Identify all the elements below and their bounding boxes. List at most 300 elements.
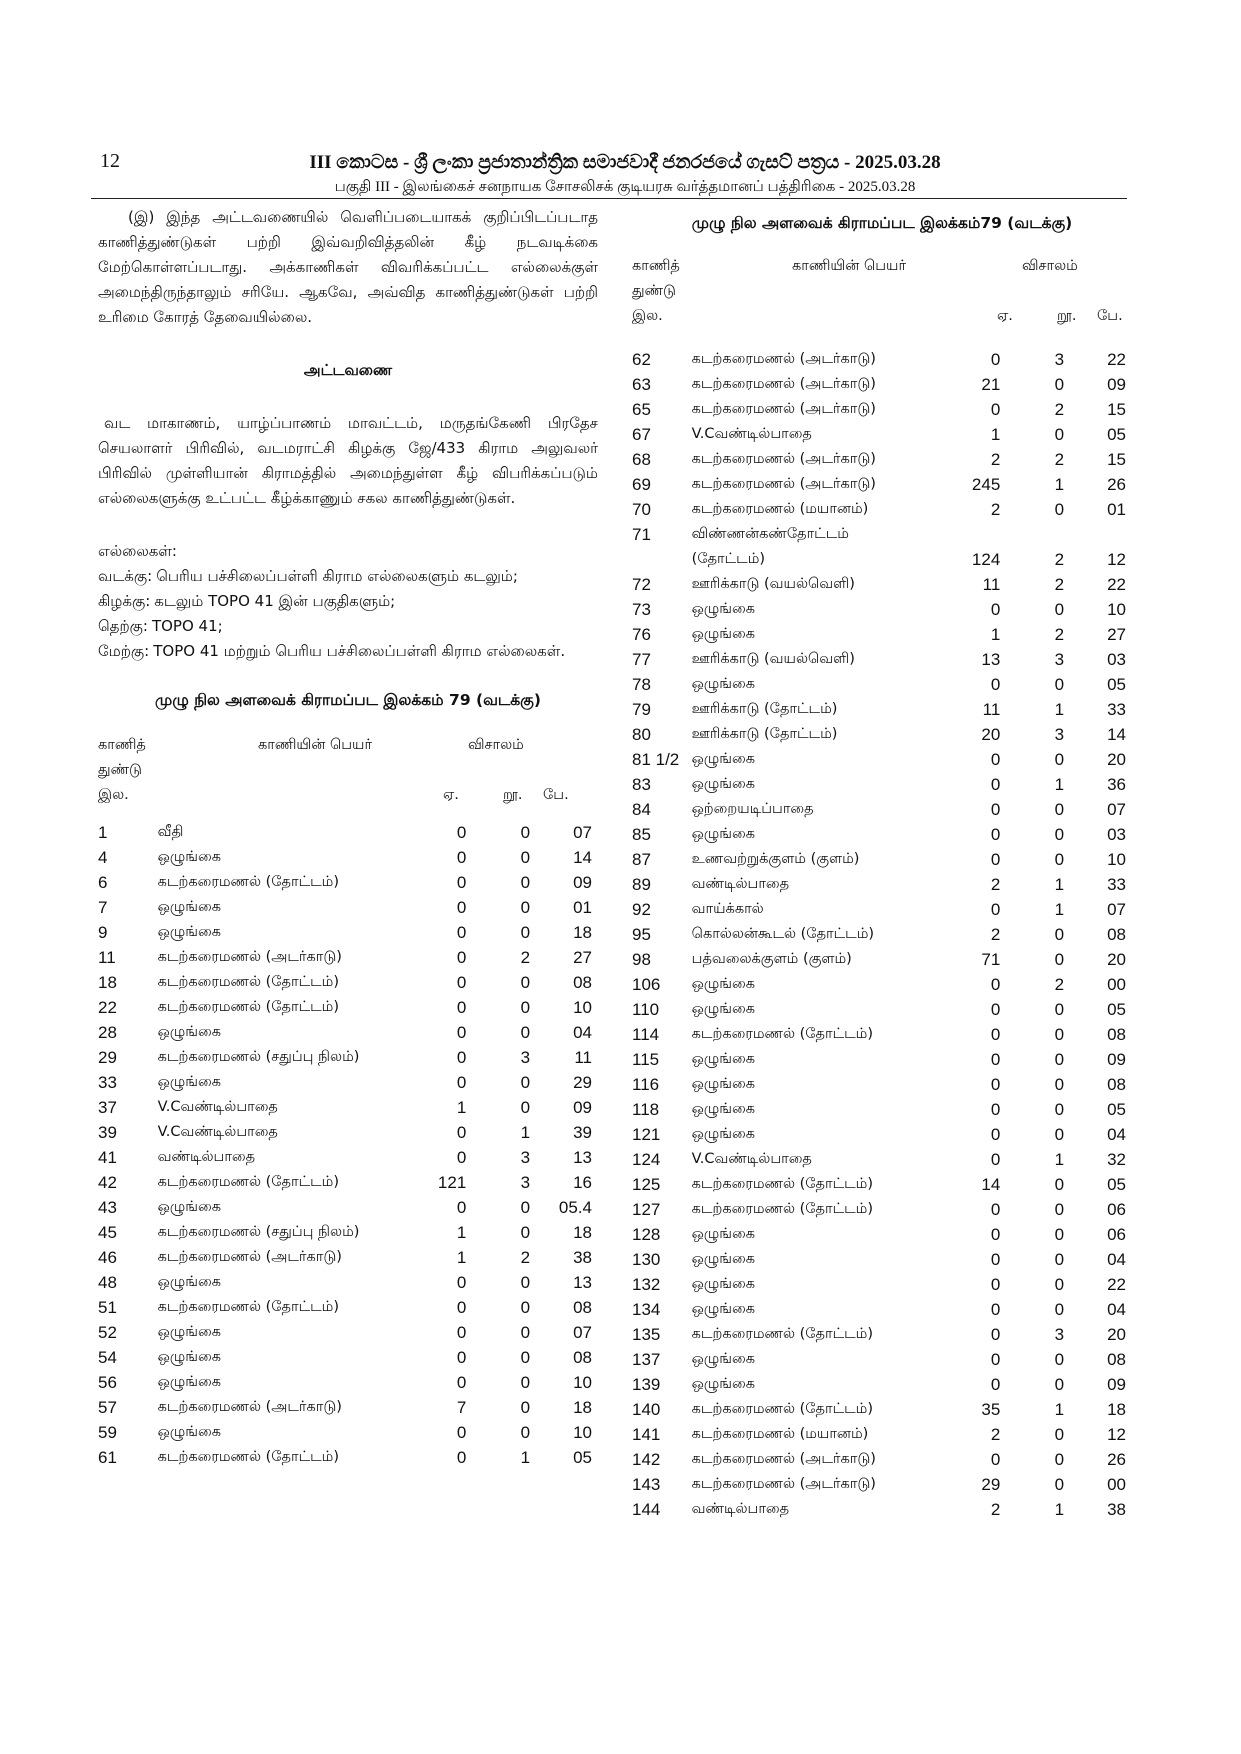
extent-acres: 1 — [456, 1248, 467, 1267]
lot-number: 143 — [632, 1475, 661, 1494]
right-land-table — [632, 347, 1132, 1522]
extent-roods: 3 — [520, 1173, 531, 1192]
table-row — [632, 797, 1132, 822]
land-name: ஒழுங்கை — [157, 899, 221, 915]
table-row — [98, 1295, 598, 1320]
land-name: ஒழுங்கை — [157, 1374, 221, 1390]
extent-acres: 13 — [981, 650, 1001, 669]
table-row — [632, 622, 1132, 647]
land-name: பத்வலைக்குளம் (குளம்) — [691, 951, 852, 967]
lot-number: 29 — [98, 1048, 117, 1067]
table-row — [632, 372, 1132, 397]
table-row — [632, 1097, 1132, 1122]
extent-perches: 04 — [1107, 1125, 1126, 1144]
extent-perches: 05 — [1107, 1000, 1126, 1019]
lot-number: 4 — [98, 848, 108, 867]
table-row — [632, 422, 1132, 447]
table-row — [632, 1047, 1132, 1072]
land-name: ஒழுங்கை — [157, 1199, 221, 1215]
boundary-direction: தெற்கு: — [98, 617, 148, 635]
land-name: கடற்கரைமணல் (அடர்காடு) — [691, 351, 876, 367]
extent-perches: 07 — [573, 823, 592, 842]
extent-acres: 2 — [990, 450, 1001, 469]
extent-perches: 33 — [1107, 700, 1126, 719]
extent-roods: 0 — [520, 923, 531, 942]
table-row — [98, 1195, 598, 1220]
extent-perches: 20 — [1107, 750, 1126, 769]
extent-roods: 0 — [1054, 750, 1065, 769]
extent-perches: 26 — [1107, 1450, 1126, 1469]
extent-roods: 0 — [1054, 1075, 1065, 1094]
table-row — [632, 1372, 1132, 1397]
lot-number: 77 — [632, 650, 651, 669]
extent-perches: 08 — [573, 1298, 592, 1317]
lot-number: 28 — [98, 1023, 117, 1042]
extent-acres: 0 — [456, 823, 467, 842]
land-name: கடற்கரைமணல் (தோட்டம்) — [691, 1401, 873, 1417]
extent-perches: 15 — [1107, 450, 1126, 469]
table-row — [632, 872, 1132, 897]
land-name: ஒழுங்கை — [691, 751, 755, 767]
lot-number: 65 — [632, 400, 651, 419]
table-row — [98, 970, 598, 995]
lot-number: 9 — [98, 923, 108, 942]
table-row — [632, 547, 1132, 572]
lot-number: 37 — [98, 1098, 117, 1117]
extent-acres: 0 — [990, 1200, 1001, 1219]
extent-perches: 10 — [573, 1423, 592, 1442]
extent-perches: 08 — [1107, 1350, 1126, 1369]
land-name: கடற்கரைமணல் (தோட்டம்) — [157, 1449, 339, 1465]
extent-acres: 0 — [456, 1298, 467, 1317]
header-extent: விசாலம் — [1022, 258, 1078, 274]
extent-roods: 0 — [1054, 1475, 1065, 1494]
boundary-east — [98, 589, 598, 614]
header-roods: றூ. — [1057, 308, 1077, 324]
extent-acres: 0 — [456, 1373, 467, 1392]
table-row — [98, 895, 598, 920]
table-row — [98, 1270, 598, 1295]
lot-number: 46 — [98, 1248, 117, 1267]
lot-number: 87 — [632, 850, 651, 869]
land-name: கடற்கரைமணல் (அடர்காடு) — [157, 1249, 342, 1265]
extent-perches: 38 — [1107, 1500, 1126, 1519]
extent-acres: 20 — [981, 725, 1001, 744]
extent-perches: 05.4 — [558, 1198, 592, 1217]
land-name: ஒழுங்கை — [691, 676, 755, 692]
extent-acres: 71 — [981, 950, 1001, 969]
extent-roods: 0 — [1054, 1175, 1065, 1194]
land-name: கொல்லன்கூடல் (தோட்டம்) — [691, 926, 875, 942]
lot-number: 124 — [632, 1150, 661, 1169]
extent-acres: 0 — [456, 898, 467, 917]
extent-roods: 0 — [1054, 800, 1065, 819]
extent-perches: 27 — [1107, 625, 1126, 644]
extent-perches: 11 — [574, 1048, 592, 1067]
table-row — [632, 1422, 1132, 1447]
lot-number: 134 — [632, 1300, 661, 1319]
land-name: V.Cவண்டில்பாதை — [691, 426, 812, 442]
land-name: ஒழுங்கை — [691, 1101, 755, 1117]
header-name: காணியின் பெயர் — [792, 258, 907, 274]
extent-perches: 29 — [573, 1073, 592, 1092]
table-row — [98, 1245, 598, 1270]
extent-acres: 0 — [990, 1250, 1001, 1269]
extent-acres: 0 — [456, 873, 467, 892]
extent-roods: 3 — [1054, 350, 1065, 369]
extent-perches: 16 — [573, 1173, 592, 1192]
land-name: உணவற்றுக்குளம் (குளம்) — [691, 851, 860, 867]
extent-perches: 08 — [573, 1348, 592, 1367]
right-column — [632, 205, 1132, 1522]
table-row — [632, 1022, 1132, 1047]
extent-roods: 0 — [1054, 1000, 1065, 1019]
lot-number: 81 1/2 — [632, 750, 680, 769]
land-name: ஒழுங்கை — [157, 1424, 221, 1440]
lot-number: 83 — [632, 775, 651, 794]
extent-acres: 0 — [990, 750, 1001, 769]
lot-number: 73 — [632, 600, 651, 619]
lot-number: 140 — [632, 1400, 661, 1419]
lot-number: 52 — [98, 1323, 117, 1342]
extent-roods: 0 — [1054, 825, 1065, 844]
boundary-text: பெரிய பச்சிலைப்பள்ளி கிராம எல்லைகளும் கடலும்; — [156, 567, 518, 585]
extent-acres: 0 — [456, 998, 467, 1017]
extent-perches: 05 — [1107, 1175, 1126, 1194]
table-row — [632, 1172, 1132, 1197]
header-extent: விசாலம் — [468, 737, 524, 753]
extent-acres: 0 — [456, 1323, 467, 1342]
table-row — [98, 995, 598, 1020]
lot-number: 142 — [632, 1450, 661, 1469]
extent-acres: 0 — [990, 1000, 1001, 1019]
extent-roods: 2 — [520, 1248, 531, 1267]
table-row — [98, 1045, 598, 1070]
extent-roods: 0 — [1054, 600, 1065, 619]
extent-perches: 01 — [573, 898, 592, 917]
land-name: ஒழுங்கை — [157, 1324, 221, 1340]
boundaries-label: எல்லைகள்: — [98, 542, 177, 560]
lot-number: 70 — [632, 500, 651, 519]
land-name: வாய்க்கால் — [691, 901, 764, 917]
table-row — [632, 1147, 1132, 1172]
extent-acres: 0 — [990, 1025, 1001, 1044]
lot-number: 127 — [632, 1200, 661, 1219]
lot-number: 106 — [632, 975, 661, 994]
land-name: கடற்கரைமணல் (அடர்காடு) — [691, 376, 876, 392]
extent-acres: 0 — [990, 850, 1001, 869]
extent-perches: 22 — [1107, 1275, 1126, 1294]
right-table-header — [632, 254, 1132, 329]
extent-roods: 0 — [1054, 925, 1065, 944]
extent-perches: 10 — [1107, 600, 1126, 619]
lot-number: 116 — [632, 1075, 660, 1094]
extent-roods: 0 — [520, 1423, 531, 1442]
land-name: ஒழுங்கை — [157, 924, 221, 940]
extent-roods: 3 — [1054, 650, 1065, 669]
table-row — [632, 1497, 1132, 1522]
extent-roods: 1 — [520, 1123, 531, 1142]
extent-roods: 0 — [520, 1298, 531, 1317]
lot-number: 114 — [632, 1025, 660, 1044]
table-row — [98, 1395, 598, 1420]
lot-number: 57 — [98, 1398, 117, 1417]
land-name: கடற்கரைமணல் (அடர்காடு) — [691, 451, 876, 467]
lot-number: 92 — [632, 900, 651, 919]
table-row — [632, 397, 1132, 422]
extent-roods: 0 — [1054, 1250, 1065, 1269]
land-name: கடற்கரைமணல் (அடர்காடு) — [157, 1399, 342, 1415]
lot-number: 71 — [632, 525, 651, 544]
land-name: ஊரிக்காடு (வயல்வெளி) — [691, 651, 855, 667]
extent-perches: 39 — [573, 1123, 592, 1142]
extent-perches: 05 — [1107, 675, 1126, 694]
extent-perches: 10 — [573, 998, 592, 1017]
land-name: V.Cவண்டில்பாதை — [691, 1151, 812, 1167]
extent-roods: 0 — [1054, 1450, 1065, 1469]
extent-acres: 0 — [456, 948, 467, 967]
extent-roods: 1 — [1054, 475, 1065, 494]
extent-roods: 0 — [520, 823, 531, 842]
extent-acres: 1 — [990, 625, 1001, 644]
extent-acres: 0 — [456, 1073, 467, 1092]
extent-perches: 22 — [1107, 350, 1126, 369]
left-table-title: முழு நில அளவைக் கிராமப்பட இலக்கம் 79 (வடக்கு) — [155, 691, 541, 709]
lot-number: 1 — [98, 823, 108, 842]
lot-number: 68 — [632, 450, 651, 469]
extent-perches: 08 — [573, 973, 592, 992]
extent-acres: 0 — [990, 1100, 1001, 1119]
extent-perches: 18 — [573, 923, 592, 942]
extent-acres: 2 — [990, 500, 1001, 519]
extent-acres: 0 — [990, 1050, 1001, 1069]
extent-acres: 0 — [456, 1148, 467, 1167]
boundary-west — [98, 639, 598, 664]
extent-roods: 2 — [1054, 550, 1065, 569]
land-name: விண்ணன்கண்தோட்டம் — [691, 526, 849, 542]
extent-perches: 05 — [1107, 1100, 1126, 1119]
extent-acres: 0 — [990, 775, 1001, 794]
land-name: ஒழுங்கை — [691, 1126, 755, 1142]
lot-number — [632, 547, 692, 572]
extent-perches: 09 — [573, 873, 592, 892]
lot-number: 39 — [98, 1123, 117, 1142]
extent-acres: 0 — [456, 1423, 467, 1442]
table-row — [632, 1122, 1132, 1147]
extent-roods: 0 — [520, 1098, 531, 1117]
table-row — [632, 1197, 1132, 1222]
extent-perches: 18 — [573, 1223, 592, 1242]
lot-number: 6 — [98, 873, 108, 892]
extent-roods: 3 — [1054, 725, 1065, 744]
header-lot-line1: காணித் — [98, 737, 146, 753]
header-lot-line3: இல. — [98, 787, 129, 803]
table-row — [98, 1220, 598, 1245]
lot-number: 128 — [632, 1225, 661, 1244]
extent-acres: 0 — [990, 1450, 1001, 1469]
lot-number: 51 — [98, 1298, 117, 1317]
lot-number: 84 — [632, 800, 651, 819]
extent-acres: 0 — [456, 848, 467, 867]
extent-acres: 0 — [990, 1125, 1001, 1144]
extent-acres: 0 — [990, 675, 1001, 694]
header-lot-line3: இல. — [632, 308, 663, 324]
lot-number: 95 — [632, 925, 651, 944]
extent-perches: 32 — [1107, 1150, 1126, 1169]
land-name: கடற்கரைமணல் (தோட்டம்) — [157, 1299, 339, 1315]
extent-perches: 15 — [1107, 400, 1126, 419]
lot-number: 79 — [632, 700, 651, 719]
table-row — [98, 1120, 598, 1145]
extent-acres: 11 — [982, 700, 1001, 719]
extent-roods: 0 — [1054, 1100, 1065, 1119]
table-row — [632, 847, 1132, 872]
extent-acres: 1 — [456, 1098, 467, 1117]
lot-number: 45 — [98, 1223, 117, 1242]
extent-roods: 2 — [1054, 975, 1065, 994]
land-name: ஒழுங்கை — [691, 601, 755, 617]
extent-acres: 14 — [981, 1175, 1001, 1194]
lot-number: 72 — [632, 575, 651, 594]
extent-roods: 0 — [1054, 1225, 1065, 1244]
extent-perches: 26 — [1107, 475, 1126, 494]
extent-acres: 0 — [456, 923, 467, 942]
land-name: கடற்கரைமணல் (தோட்டம்) — [691, 1326, 873, 1342]
extent-acres: 2 — [990, 875, 1001, 894]
table-row — [98, 1320, 598, 1345]
lot-number: 7 — [98, 898, 108, 917]
extent-roods: 1 — [1054, 875, 1065, 894]
land-name: கடற்கரைமணல் (அடர்காடு) — [691, 1451, 876, 1467]
extent-acres: 0 — [990, 800, 1001, 819]
schedule-title: அட்டவணை — [303, 361, 393, 379]
land-name: ஒழுங்கை — [691, 1351, 755, 1367]
extent-acres: 2 — [990, 1500, 1001, 1519]
lot-number: 56 — [98, 1373, 117, 1392]
land-name: வண்டில்பாதை — [691, 876, 790, 892]
table-row — [632, 347, 1132, 372]
header-lot-line2: துண்டு — [632, 283, 676, 299]
land-name: ஒற்றையடிப்பாதை — [691, 801, 814, 817]
extent-roods: 2 — [1054, 400, 1065, 419]
land-name: ஒழுங்கை — [691, 1301, 755, 1317]
extent-acres: 0 — [990, 1150, 1001, 1169]
extent-acres: 0 — [990, 1075, 1001, 1094]
land-name: கடற்கரைமணல் (அடர்காடு) — [691, 401, 876, 417]
extent-roods: 2 — [1054, 625, 1065, 644]
header-name: காணியின் பெயர் — [258, 737, 373, 753]
lot-number: 22 — [98, 998, 117, 1017]
land-name: வண்டில்பாதை — [691, 1501, 790, 1517]
table-row — [632, 597, 1132, 622]
land-name: ஊரிக்காடு (வயல்வெளி) — [691, 576, 855, 592]
land-name: கடற்கரைமணல் (தோட்டம்) — [157, 874, 339, 890]
extent-perches: 12 — [1107, 550, 1126, 569]
extent-acres: 21 — [981, 375, 1001, 394]
extent-acres: 0 — [456, 1048, 467, 1067]
extent-roods: 0 — [520, 1373, 531, 1392]
extent-roods: 1 — [1054, 1500, 1065, 1519]
extent-acres: 0 — [990, 1300, 1001, 1319]
extent-acres: 0 — [456, 1023, 467, 1042]
land-name: ஒழுங்கை — [691, 1001, 755, 1017]
extent-perches: 06 — [1107, 1225, 1126, 1244]
extent-acres: 0 — [990, 350, 1001, 369]
extent-roods: 1 — [1054, 1400, 1065, 1419]
table-row — [98, 1020, 598, 1045]
extent-perches: 06 — [1107, 1200, 1126, 1219]
lot-number: 110 — [632, 1000, 660, 1019]
extent-roods: 2 — [1054, 575, 1065, 594]
lot-number: 48 — [98, 1273, 117, 1292]
extent-roods: 2 — [520, 948, 531, 967]
extent-roods: 2 — [1054, 450, 1065, 469]
land-name: ஒழுங்கை — [691, 776, 755, 792]
extent-acres: 11 — [982, 575, 1001, 594]
header-perches: பே. — [1097, 308, 1123, 324]
land-name: ஒழுங்கை — [691, 1376, 755, 1392]
extent-roods: 1 — [1054, 1150, 1065, 1169]
extent-perches: 03 — [1107, 650, 1126, 669]
land-name: கடற்கரைமணல் (தோட்டம்) — [157, 1174, 339, 1190]
lot-number: 67 — [632, 425, 651, 444]
extent-roods: 0 — [520, 848, 531, 867]
extent-roods: 0 — [1054, 1200, 1065, 1219]
extent-roods: 0 — [520, 873, 531, 892]
extent-acres: 0 — [990, 1275, 1001, 1294]
lot-number: 69 — [632, 475, 651, 494]
lot-number: 118 — [632, 1100, 660, 1119]
table-row — [98, 1420, 598, 1445]
extent-roods: 0 — [520, 1073, 531, 1092]
table-row — [632, 747, 1132, 772]
lot-number: 78 — [632, 675, 651, 694]
page-number: 12 — [100, 150, 120, 172]
extent-acres: 0 — [990, 1225, 1001, 1244]
header-sinhala-line: III කොටස - ශ්‍රී ලංකා ප්‍රජාතාන්ත්‍රික සමාජවාදී ජනරජයේ ගැසට් පත්‍රය - 2025.03.28 — [309, 152, 941, 173]
extent-perches: 05 — [1107, 425, 1126, 444]
lot-number: 33 — [98, 1073, 117, 1092]
land-name: ஒழுங்கை — [157, 1024, 221, 1040]
lot-number: 54 — [98, 1348, 117, 1367]
boundary-north — [98, 564, 598, 589]
extent-acres: 124 — [971, 550, 1001, 569]
table-row — [632, 947, 1132, 972]
extent-roods — [1000, 522, 1064, 547]
extent-roods: 3 — [520, 1148, 531, 1167]
land-name: V.Cவண்டில்பாதை — [157, 1099, 278, 1115]
extent-roods: 0 — [1054, 425, 1065, 444]
boundary-direction: மேற்கு: — [98, 642, 150, 660]
extent-perches: 08 — [1107, 1025, 1126, 1044]
table-row — [632, 1247, 1132, 1272]
header-lot-line2: துண்டு — [98, 762, 142, 778]
extent-perches: 04 — [1107, 1300, 1126, 1319]
extent-roods: 0 — [1054, 1350, 1065, 1369]
lot-number: 11 — [98, 948, 116, 967]
land-name: ஒழுங்கை — [691, 1276, 755, 1292]
extent-perches: 04 — [573, 1023, 592, 1042]
table-row — [632, 822, 1132, 847]
table-row — [632, 1297, 1132, 1322]
extent-acres: 1 — [990, 425, 1001, 444]
table-row — [632, 1322, 1132, 1347]
extent-perches: 10 — [573, 1373, 592, 1392]
boundary-text: கடலும் TOPO 41 இன் பகுதிகளும்; — [154, 592, 396, 610]
table-row — [98, 1445, 598, 1470]
extent-roods: 0 — [1054, 950, 1065, 969]
extent-roods: 0 — [1054, 1275, 1065, 1294]
